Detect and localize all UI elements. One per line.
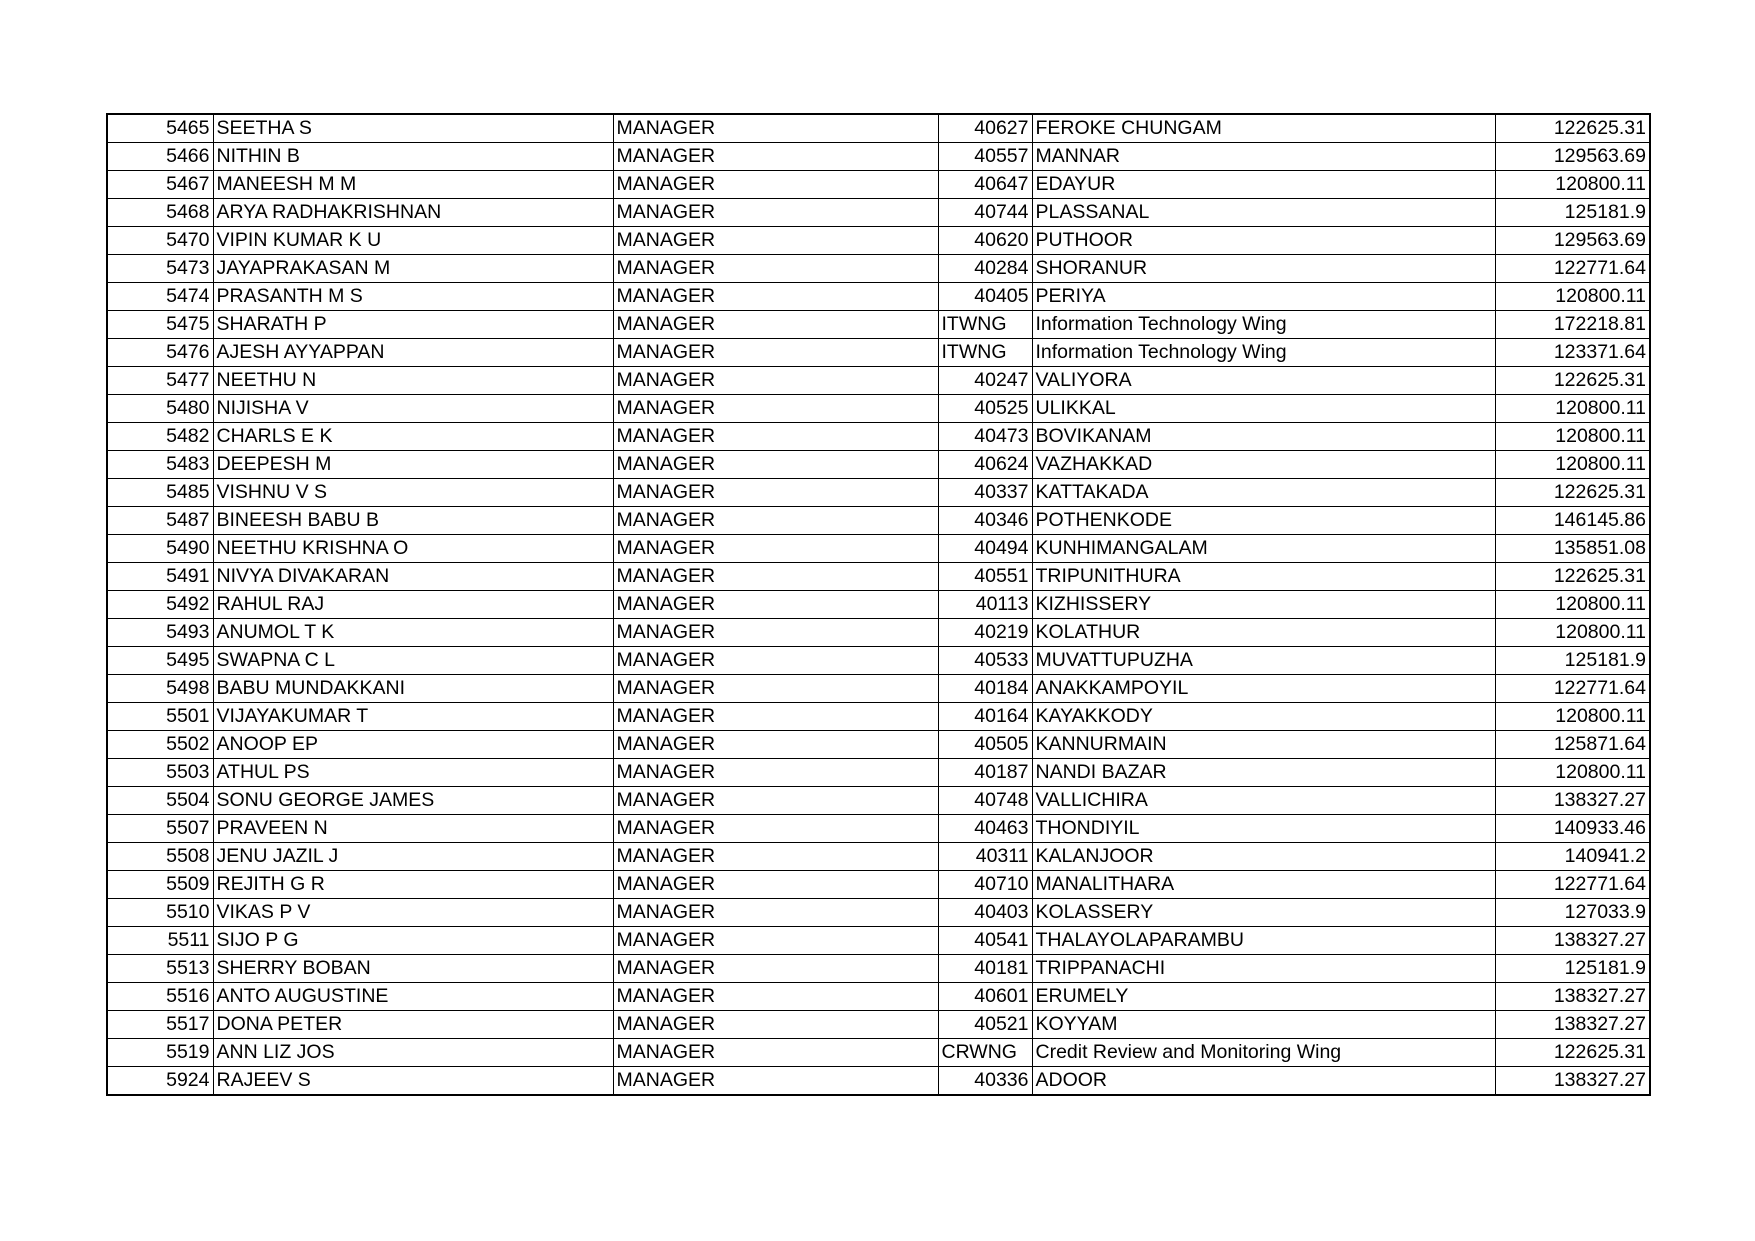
employee-id-cell: 5495 xyxy=(107,647,213,675)
employee-name-cell: NIJISHA V xyxy=(213,395,613,423)
table-row xyxy=(107,199,1650,227)
employee-id-cell: 5470 xyxy=(107,227,213,255)
branch-code-cell: 40627 xyxy=(938,114,1032,143)
employee-name-cell: ANTO AUGUSTINE xyxy=(213,983,613,1011)
branch-code-cell: 40624 xyxy=(938,451,1032,479)
employee-id-cell: 5493 xyxy=(107,619,213,647)
designation-cell: MANAGER xyxy=(613,1011,938,1039)
branch-code-cell: 40505 xyxy=(938,731,1032,759)
designation-cell: MANAGER xyxy=(613,143,938,171)
employee-id-cell: 5480 xyxy=(107,395,213,423)
designation-cell: MANAGER xyxy=(613,899,938,927)
table-row xyxy=(107,507,1650,535)
employee-id-cell: 5503 xyxy=(107,759,213,787)
employee-id-cell: 5477 xyxy=(107,367,213,395)
branch-code-cell: 40181 xyxy=(938,955,1032,983)
branch-code-cell: 40247 xyxy=(938,367,1032,395)
designation-cell: MANAGER xyxy=(613,871,938,899)
employee-id-cell: 5474 xyxy=(107,283,213,311)
employee-name-cell: DEEPESH M xyxy=(213,451,613,479)
table-row xyxy=(107,927,1650,955)
designation-cell: MANAGER xyxy=(613,451,938,479)
employee-id-cell: 5487 xyxy=(107,507,213,535)
designation-cell: MANAGER xyxy=(613,479,938,507)
employee-name-cell: SHERRY BOBAN xyxy=(213,955,613,983)
amount-cell: 122625.31 xyxy=(1495,563,1650,591)
branch-code-cell: 40219 xyxy=(938,619,1032,647)
branch-code-cell: 40494 xyxy=(938,535,1032,563)
amount-cell: 120800.11 xyxy=(1495,451,1650,479)
amount-cell: 122625.31 xyxy=(1495,367,1650,395)
employee-id-cell: 5467 xyxy=(107,171,213,199)
designation-cell: MANAGER xyxy=(613,535,938,563)
table-row xyxy=(107,983,1650,1011)
branch-code-cell: 40473 xyxy=(938,423,1032,451)
table-row xyxy=(107,759,1650,787)
amount-cell: 122625.31 xyxy=(1495,114,1650,143)
designation-cell: MANAGER xyxy=(613,815,938,843)
table-row xyxy=(107,283,1650,311)
table-row xyxy=(107,731,1650,759)
designation-cell: MANAGER xyxy=(613,395,938,423)
branch-code-cell: 40311 xyxy=(938,843,1032,871)
table-row xyxy=(107,619,1650,647)
table-row xyxy=(107,1011,1650,1039)
employee-name-cell: AJESH AYYAPPAN xyxy=(213,339,613,367)
employee-name-cell: DONA PETER xyxy=(213,1011,613,1039)
table-row xyxy=(107,395,1650,423)
designation-cell: MANAGER xyxy=(613,955,938,983)
branch-name-cell: KIZHISSERY xyxy=(1032,591,1495,619)
designation-cell: MANAGER xyxy=(613,619,938,647)
branch-name-cell: POTHENKODE xyxy=(1032,507,1495,535)
branch-name-cell: NANDI BAZAR xyxy=(1032,759,1495,787)
employee-id-cell: 5490 xyxy=(107,535,213,563)
branch-name-cell: Credit Review and Monitoring Wing xyxy=(1032,1039,1495,1067)
designation-cell: MANAGER xyxy=(613,731,938,759)
employee-id-cell: 5510 xyxy=(107,899,213,927)
employee-id-cell: 5513 xyxy=(107,955,213,983)
table-row xyxy=(107,1067,1650,1096)
employee-name-cell: ANOOP EP xyxy=(213,731,613,759)
employee-id-cell: 5517 xyxy=(107,1011,213,1039)
table-row xyxy=(107,787,1650,815)
table-row xyxy=(107,479,1650,507)
table-row xyxy=(107,339,1650,367)
amount-cell: 129563.69 xyxy=(1495,143,1650,171)
employee-name-cell: PRAVEEN N xyxy=(213,815,613,843)
employee-name-cell: SWAPNA C L xyxy=(213,647,613,675)
table-row xyxy=(107,955,1650,983)
branch-name-cell: MANNAR xyxy=(1032,143,1495,171)
table-row xyxy=(107,899,1650,927)
employee-name-cell: ANN LIZ JOS xyxy=(213,1039,613,1067)
designation-cell: MANAGER xyxy=(613,171,938,199)
amount-cell: 120800.11 xyxy=(1495,619,1650,647)
branch-name-cell: FEROKE CHUNGAM xyxy=(1032,114,1495,143)
amount-cell: 122771.64 xyxy=(1495,675,1650,703)
branch-name-cell: KOLATHUR xyxy=(1032,619,1495,647)
employee-id-cell: 5501 xyxy=(107,703,213,731)
amount-cell: 120800.11 xyxy=(1495,703,1650,731)
amount-cell: 122625.31 xyxy=(1495,1039,1650,1067)
branch-name-cell: VALLICHIRA xyxy=(1032,787,1495,815)
amount-cell: 120800.11 xyxy=(1495,423,1650,451)
amount-cell: 120800.11 xyxy=(1495,283,1650,311)
employee-name-cell: REJITH G R xyxy=(213,871,613,899)
designation-cell: MANAGER xyxy=(613,255,938,283)
employee-name-cell: ARYA RADHAKRISHNAN xyxy=(213,199,613,227)
designation-cell: MANAGER xyxy=(613,507,938,535)
designation-cell: MANAGER xyxy=(613,1039,938,1067)
designation-cell: MANAGER xyxy=(613,423,938,451)
branch-name-cell: ULIKKAL xyxy=(1032,395,1495,423)
branch-code-cell: 40463 xyxy=(938,815,1032,843)
amount-cell: 140933.46 xyxy=(1495,815,1650,843)
amount-cell: 120800.11 xyxy=(1495,171,1650,199)
employee-name-cell: BINEESH BABU B xyxy=(213,507,613,535)
branch-code-cell: 40541 xyxy=(938,927,1032,955)
employee-name-cell: NITHIN B xyxy=(213,143,613,171)
branch-name-cell: Information Technology Wing xyxy=(1032,339,1495,367)
designation-cell: MANAGER xyxy=(613,367,938,395)
employee-id-cell: 5468 xyxy=(107,199,213,227)
branch-code-cell: 40346 xyxy=(938,507,1032,535)
branch-name-cell: KAYAKKODY xyxy=(1032,703,1495,731)
designation-cell: MANAGER xyxy=(613,114,938,143)
employee-name-cell: RAJEEV S xyxy=(213,1067,613,1096)
branch-code-cell: 40187 xyxy=(938,759,1032,787)
branch-name-cell: KUNHIMANGALAM xyxy=(1032,535,1495,563)
designation-cell: MANAGER xyxy=(613,339,938,367)
employee-name-cell: ANUMOL T K xyxy=(213,619,613,647)
amount-cell: 125871.64 xyxy=(1495,731,1650,759)
employee-name-cell: ATHUL PS xyxy=(213,759,613,787)
designation-cell: MANAGER xyxy=(613,675,938,703)
employee-id-cell: 5482 xyxy=(107,423,213,451)
table-row xyxy=(107,675,1650,703)
branch-name-cell: KANNURMAIN xyxy=(1032,731,1495,759)
amount-cell: 138327.27 xyxy=(1495,787,1650,815)
table-row xyxy=(107,563,1650,591)
table-body xyxy=(107,114,1650,1095)
branch-name-cell: PLASSANAL xyxy=(1032,199,1495,227)
amount-cell: 125181.9 xyxy=(1495,647,1650,675)
employee-name-cell: SIJO P G xyxy=(213,927,613,955)
amount-cell: 138327.27 xyxy=(1495,983,1650,1011)
branch-code-cell: CRWNG xyxy=(938,1039,1032,1067)
employee-id-cell: 5507 xyxy=(107,815,213,843)
branch-code-cell: 40601 xyxy=(938,983,1032,1011)
staff-table xyxy=(106,113,1651,1096)
employee-id-cell: 5519 xyxy=(107,1039,213,1067)
designation-cell: MANAGER xyxy=(613,927,938,955)
table-row xyxy=(107,367,1650,395)
employee-id-cell: 5492 xyxy=(107,591,213,619)
amount-cell: 129563.69 xyxy=(1495,227,1650,255)
branch-code-cell: 40620 xyxy=(938,227,1032,255)
employee-name-cell: SONU GEORGE JAMES xyxy=(213,787,613,815)
amount-cell: 122625.31 xyxy=(1495,479,1650,507)
branch-code-cell: 40533 xyxy=(938,647,1032,675)
employee-id-cell: 5491 xyxy=(107,563,213,591)
branch-code-cell: 40557 xyxy=(938,143,1032,171)
branch-name-cell: KALANJOOR xyxy=(1032,843,1495,871)
branch-name-cell: BOVIKANAM xyxy=(1032,423,1495,451)
employee-name-cell: SEETHA S xyxy=(213,114,613,143)
branch-name-cell: VAZHAKKAD xyxy=(1032,451,1495,479)
employee-name-cell: NIVYA DIVAKARAN xyxy=(213,563,613,591)
employee-name-cell: RAHUL RAJ xyxy=(213,591,613,619)
branch-code-cell: 40551 xyxy=(938,563,1032,591)
employee-id-cell: 5924 xyxy=(107,1067,213,1096)
amount-cell: 138327.27 xyxy=(1495,1067,1650,1096)
designation-cell: MANAGER xyxy=(613,647,938,675)
table-row xyxy=(107,703,1650,731)
amount-cell: 146145.86 xyxy=(1495,507,1650,535)
designation-cell: MANAGER xyxy=(613,591,938,619)
employee-name-cell: NEETHU N xyxy=(213,367,613,395)
branch-code-cell: 40184 xyxy=(938,675,1032,703)
employee-id-cell: 5516 xyxy=(107,983,213,1011)
employee-id-cell: 5504 xyxy=(107,787,213,815)
employee-id-cell: 5473 xyxy=(107,255,213,283)
branch-name-cell: PERIYA xyxy=(1032,283,1495,311)
branch-code-cell: 40336 xyxy=(938,1067,1032,1096)
branch-code-cell: 40405 xyxy=(938,283,1032,311)
designation-cell: MANAGER xyxy=(613,703,938,731)
employee-id-cell: 5483 xyxy=(107,451,213,479)
branch-code-cell: 40525 xyxy=(938,395,1032,423)
designation-cell: MANAGER xyxy=(613,199,938,227)
employee-name-cell: MANEESH M M xyxy=(213,171,613,199)
employee-name-cell: NEETHU KRISHNA O xyxy=(213,535,613,563)
branch-name-cell: KOLASSERY xyxy=(1032,899,1495,927)
employee-name-cell: VIPIN KUMAR K U xyxy=(213,227,613,255)
branch-name-cell: Information Technology Wing xyxy=(1032,311,1495,339)
branch-code-cell: ITWNG xyxy=(938,311,1032,339)
table-row xyxy=(107,255,1650,283)
branch-name-cell: PUTHOOR xyxy=(1032,227,1495,255)
designation-cell: MANAGER xyxy=(613,759,938,787)
designation-cell: MANAGER xyxy=(613,1067,938,1096)
table-row xyxy=(107,227,1650,255)
branch-code-cell: 40337 xyxy=(938,479,1032,507)
employee-id-cell: 5511 xyxy=(107,927,213,955)
employee-id-cell: 5475 xyxy=(107,311,213,339)
branch-name-cell: KATTAKADA xyxy=(1032,479,1495,507)
employee-id-cell: 5502 xyxy=(107,731,213,759)
employee-name-cell: JAYAPRAKASAN M xyxy=(213,255,613,283)
branch-code-cell: 40521 xyxy=(938,1011,1032,1039)
employee-name-cell: CHARLS E K xyxy=(213,423,613,451)
table-row xyxy=(107,815,1650,843)
designation-cell: MANAGER xyxy=(613,563,938,591)
amount-cell: 135851.08 xyxy=(1495,535,1650,563)
amount-cell: 125181.9 xyxy=(1495,955,1650,983)
branch-name-cell: THONDIYIL xyxy=(1032,815,1495,843)
designation-cell: MANAGER xyxy=(613,843,938,871)
branch-code-cell: 40647 xyxy=(938,171,1032,199)
amount-cell: 172218.81 xyxy=(1495,311,1650,339)
employee-name-cell: PRASANTH M S xyxy=(213,283,613,311)
amount-cell: 138327.27 xyxy=(1495,1011,1650,1039)
employee-id-cell: 5485 xyxy=(107,479,213,507)
branch-code-cell: 40113 xyxy=(938,591,1032,619)
branch-code-cell: 40164 xyxy=(938,703,1032,731)
branch-name-cell: TRIPUNITHURA xyxy=(1032,563,1495,591)
employee-name-cell: SHARATH P xyxy=(213,311,613,339)
table-row xyxy=(107,843,1650,871)
amount-cell: 120800.11 xyxy=(1495,591,1650,619)
branch-name-cell: ANAKKAMPOYIL xyxy=(1032,675,1495,703)
amount-cell: 122771.64 xyxy=(1495,871,1650,899)
amount-cell: 138327.27 xyxy=(1495,927,1650,955)
employee-id-cell: 5508 xyxy=(107,843,213,871)
branch-code-cell: 40744 xyxy=(938,199,1032,227)
branch-name-cell: SHORANUR xyxy=(1032,255,1495,283)
table-row xyxy=(107,1039,1650,1067)
designation-cell: MANAGER xyxy=(613,311,938,339)
amount-cell: 122771.64 xyxy=(1495,255,1650,283)
branch-name-cell: MUVATTUPUZHA xyxy=(1032,647,1495,675)
branch-code-cell: 40710 xyxy=(938,871,1032,899)
table-row xyxy=(107,871,1650,899)
table-row xyxy=(107,311,1650,339)
employee-name-cell: VISHNU V S xyxy=(213,479,613,507)
table-row xyxy=(107,647,1650,675)
amount-cell: 120800.11 xyxy=(1495,395,1650,423)
employee-name-cell: BABU MUNDAKKANI xyxy=(213,675,613,703)
branch-name-cell: THALAYOLAPARAMBU xyxy=(1032,927,1495,955)
employee-id-cell: 5498 xyxy=(107,675,213,703)
table-row xyxy=(107,143,1650,171)
table-row xyxy=(107,451,1650,479)
designation-cell: MANAGER xyxy=(613,227,938,255)
designation-cell: MANAGER xyxy=(613,283,938,311)
branch-code-cell: 40403 xyxy=(938,899,1032,927)
table-row xyxy=(107,114,1650,143)
branch-name-cell: ERUMELY xyxy=(1032,983,1495,1011)
branch-name-cell: KOYYAM xyxy=(1032,1011,1495,1039)
branch-name-cell: EDAYUR xyxy=(1032,171,1495,199)
amount-cell: 127033.9 xyxy=(1495,899,1650,927)
table-row xyxy=(107,535,1650,563)
employee-name-cell: VIKAS P V xyxy=(213,899,613,927)
branch-name-cell: MANALITHARA xyxy=(1032,871,1495,899)
table-row xyxy=(107,423,1650,451)
branch-code-cell: ITWNG xyxy=(938,339,1032,367)
branch-name-cell: VALIYORA xyxy=(1032,367,1495,395)
table-row xyxy=(107,591,1650,619)
branch-code-cell: 40284 xyxy=(938,255,1032,283)
amount-cell: 120800.11 xyxy=(1495,759,1650,787)
amount-cell: 125181.9 xyxy=(1495,199,1650,227)
table-row xyxy=(107,171,1650,199)
amount-cell: 123371.64 xyxy=(1495,339,1650,367)
branch-name-cell: ADOOR xyxy=(1032,1067,1495,1096)
amount-cell: 140941.2 xyxy=(1495,843,1650,871)
employee-id-cell: 5465 xyxy=(107,114,213,143)
employee-name-cell: VIJAYAKUMAR T xyxy=(213,703,613,731)
designation-cell: MANAGER xyxy=(613,983,938,1011)
employee-id-cell: 5476 xyxy=(107,339,213,367)
designation-cell: MANAGER xyxy=(613,787,938,815)
employee-name-cell: JENU JAZIL J xyxy=(213,843,613,871)
branch-name-cell: TRIPPANACHI xyxy=(1032,955,1495,983)
employee-id-cell: 5509 xyxy=(107,871,213,899)
branch-code-cell: 40748 xyxy=(938,787,1032,815)
employee-id-cell: 5466 xyxy=(107,143,213,171)
